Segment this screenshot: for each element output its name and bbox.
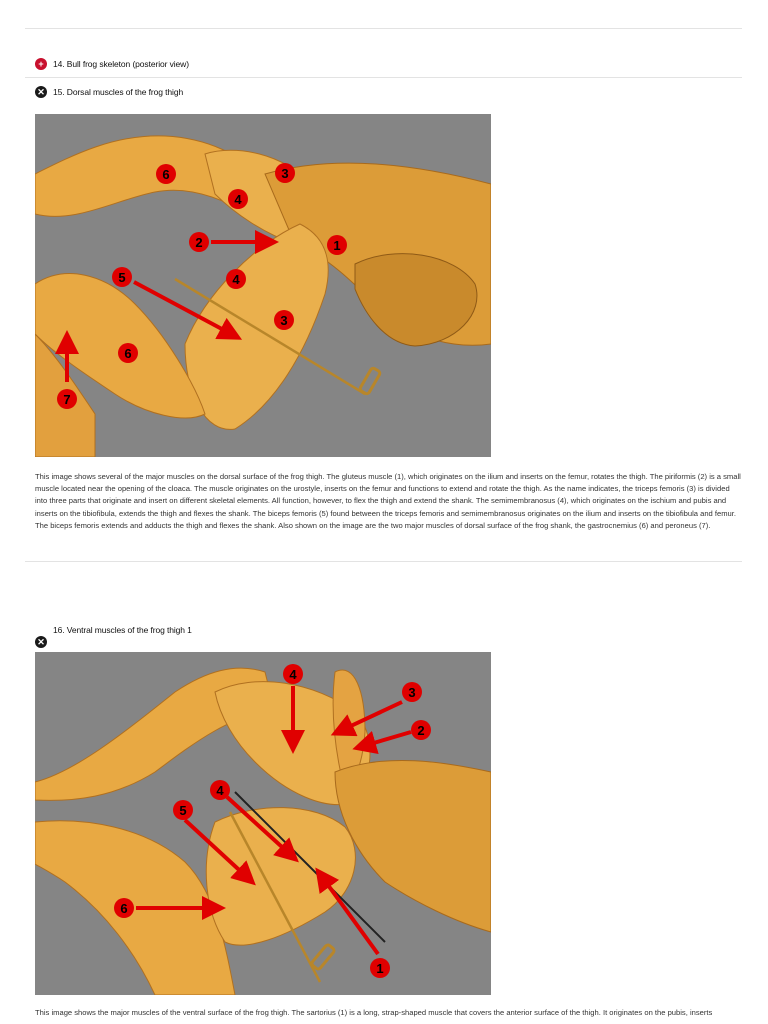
- svg-text:6: 6: [124, 346, 132, 361]
- ventral-muscles-image: [35, 652, 491, 995]
- svg-text:2: 2: [417, 723, 425, 738]
- label-marker-6: [114, 898, 134, 918]
- label-marker-2: [189, 232, 209, 252]
- section-16-header[interactable]: [35, 625, 192, 635]
- label-marker-6a: [156, 164, 176, 184]
- label-marker-1: [370, 958, 390, 978]
- svg-text:3: 3: [281, 166, 289, 181]
- label-marker-6b: [118, 343, 138, 363]
- dorsal-muscles-image: [35, 114, 491, 457]
- label-marker-4a: [228, 189, 248, 209]
- expand-plus-icon[interactable]: +: [35, 58, 47, 70]
- svg-text:4: 4: [216, 783, 224, 798]
- dorsal-caption: This image shows several of the major muscles on the dorsal surface of the frog thigh. The gluteus muscle (1), which originates on the ilium and inserts on the femur, rotates the thigh. The piriformis (2) is a small muscle located near the opening of the cloaca. The muscle originates on the urostyle, inserts on the femur and functions to extend and rotate the thigh. As the name indicates, the triceps femoris (3) is divided into three parts that originate and insert on different skeletal elements. All function, however, to flex the thigh and extend the shank. The semimembranosus (4), which originates on the ischium and pubis and inserts on the tibiofibula, extends the thigh and flexes the shank. The biceps femoris (5) found between the triceps femoris and semimembranosus originates on the ilium and inserts on the tibiofibula and femur. The biceps femoris extends and adducts the thigh and flexes the shank. Also shown on the image are the two major muscles of dorsal surface of the frog shank, the gastrocnemius (6) and peroneus (7).: [35, 472, 741, 530]
- top-divider: [25, 28, 742, 29]
- close-x-icon[interactable]: ✕: [35, 636, 47, 648]
- divider: [25, 561, 742, 562]
- ventral-muscles-illustration: [35, 652, 491, 995]
- svg-text:4: 4: [234, 192, 242, 207]
- label-marker-7: [57, 389, 77, 409]
- svg-text:4: 4: [232, 272, 240, 287]
- section-16-title[interactable]: 16. Ventral muscles of the frog thigh 1: [53, 625, 192, 635]
- svg-text:6: 6: [162, 167, 170, 182]
- label-marker-2: [411, 720, 431, 740]
- dorsal-muscles-illustration: [35, 114, 491, 457]
- label-marker-4a: [283, 664, 303, 684]
- svg-text:6: 6: [120, 901, 128, 916]
- section-15-title[interactable]: 15. Dorsal muscles of the frog thigh: [53, 87, 184, 97]
- section-15-header[interactable]: [35, 86, 183, 98]
- svg-text:3: 3: [280, 313, 288, 328]
- label-marker-3: [402, 682, 422, 702]
- label-marker-5: [173, 800, 193, 820]
- svg-text:7: 7: [63, 392, 71, 407]
- section-14-title[interactable]: 14. Bull frog skeleton (posterior view): [53, 59, 189, 69]
- divider: [25, 77, 742, 78]
- ventral-caption: This image shows the major muscles of the ventral surface of the frog thigh. The sartorius (1) is a long, strap-shaped muscle that covers the anterior surface of the thigh. It originates on the pubis, inserts: [35, 1008, 713, 1017]
- svg-text:5: 5: [179, 803, 187, 818]
- svg-text:1: 1: [376, 961, 384, 976]
- svg-text:3: 3: [408, 685, 416, 700]
- label-marker-3a: [275, 163, 295, 183]
- label-marker-3b: [274, 310, 294, 330]
- label-marker-4b: [226, 269, 246, 289]
- svg-text:2: 2: [195, 235, 203, 250]
- label-marker-5: [112, 267, 132, 287]
- svg-text:5: 5: [118, 270, 126, 285]
- label-marker-4b: [210, 780, 230, 800]
- svg-text:1: 1: [333, 238, 341, 253]
- close-x-icon[interactable]: ✕: [35, 86, 47, 98]
- section-14-header[interactable]: [35, 58, 189, 70]
- label-marker-1: [327, 235, 347, 255]
- svg-text:4: 4: [289, 667, 297, 682]
